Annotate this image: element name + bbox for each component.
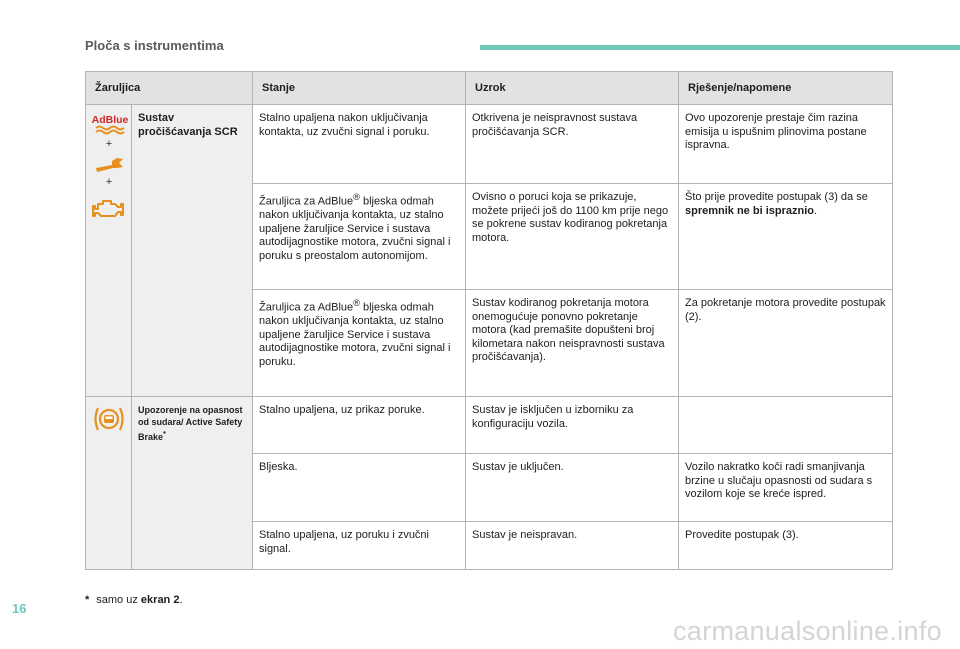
page-number: 16 bbox=[12, 601, 27, 616]
lamp-cell-scr bbox=[86, 105, 132, 397]
table-row bbox=[86, 105, 893, 184]
watermark: carmanualsonline.info bbox=[673, 616, 942, 646]
cause-cell: Sustav je isključen u izborniku za konfiguraciju vozila. bbox=[466, 397, 679, 454]
registered-mark: ® bbox=[353, 192, 360, 202]
wrench-icon bbox=[93, 156, 125, 174]
solution-cell: Vozilo nakratko koči radi smanjivanja brzine u slučaju opasnosti od sudara s vozilom koje se kreće ispred. bbox=[679, 454, 893, 522]
plus-sign: + bbox=[105, 138, 113, 150]
state-text: Žaruljica za AdBlue bbox=[259, 195, 354, 208]
solution-emphasis: spremnik ne bi ispraznio bbox=[685, 204, 814, 217]
state-cell: Bljeska. bbox=[253, 454, 466, 522]
system-name-text: Upozorenje na opasnost od sudara/ Active Safety Brake bbox=[138, 405, 243, 442]
solution-cell: Ovo upozorenje prestaje čim razina emisija u ispušnim plinovima postane ispravna. bbox=[679, 105, 893, 184]
state-text: bljeska odmah nakon uključivanja kontakta, uz stalno upaljene žaruljice Service i sustava autodijagnostike motora, zvučni signal i poruku s preostalom autonomijom. bbox=[259, 195, 451, 262]
footnote-text: samo uz bbox=[96, 594, 141, 606]
state-cell: Stalno upaljena nakon uključivanja kontakta, uz zvučni signal i poruku. bbox=[253, 105, 466, 184]
system-name-scr: Sustav pročišćavanja SCR bbox=[132, 105, 253, 397]
state-cell: Stalno upaljena, uz poruku i zvučni signal. bbox=[253, 522, 466, 570]
footnote-emphasis: ekran 2 bbox=[140, 594, 180, 606]
svg-text:AdBlue: AdBlue bbox=[92, 114, 128, 126]
registered-mark: ® bbox=[353, 298, 360, 308]
cause-cell: Sustav kodiranog pokretanja motora onemogućuje ponovno pokretanje motora (kad premašite dopušteni broj kilometara nakon neispravnosti sustava pročišćavanja). bbox=[466, 290, 679, 397]
state-text: Žaruljica za AdBlue bbox=[259, 301, 354, 314]
column-header-solution: Rješenje/napomene bbox=[679, 72, 893, 105]
state-cell: Stalno upaljena, uz prikaz poruke. bbox=[253, 397, 466, 454]
solution-text: . bbox=[813, 204, 818, 217]
state-text: bljeska odmah nakon uključivanja kontakta, uz stalno upaljene žaruljice Service i sustava autodijagnostike motora, zvučni signal i poruku. bbox=[259, 301, 451, 368]
footnote-mark: * bbox=[85, 594, 90, 606]
collision-warning-icon bbox=[92, 404, 126, 434]
solution-cell bbox=[679, 184, 893, 290]
warning-lamps-table bbox=[85, 71, 893, 570]
table-header-row bbox=[86, 72, 893, 105]
system-name-collision bbox=[132, 397, 253, 570]
engine-icon bbox=[92, 195, 126, 221]
footnote-mark: * bbox=[163, 429, 166, 438]
cause-cell: Sustav je uključen. bbox=[466, 454, 679, 522]
column-header-state: Stanje bbox=[253, 72, 466, 105]
solution-cell: Provedite postupak (3). bbox=[679, 522, 893, 570]
solution-text: Što prije provedite postupak (3) da se bbox=[685, 191, 868, 203]
footnote bbox=[85, 594, 183, 606]
cause-cell: Ovisno o poruci koja se prikazuje, možete prijeći još do 1100 km prije nego se pokrene sustav kodiranog pokretanja motora. bbox=[466, 184, 679, 290]
page-section-title: Ploča s instrumentima bbox=[85, 38, 224, 53]
state-cell bbox=[253, 184, 466, 290]
table-row bbox=[86, 397, 893, 454]
cause-cell: Sustav je neispravan. bbox=[466, 522, 679, 570]
cause-cell: Otkrivena je neispravnost sustava pročišćavanja SCR. bbox=[466, 105, 679, 184]
state-cell bbox=[253, 290, 466, 397]
footnote-end: . bbox=[179, 594, 183, 606]
adblue-icon bbox=[92, 112, 128, 136]
solution-cell: Za pokretanje motora provedite postupak (2). bbox=[679, 290, 893, 397]
solution-cell bbox=[679, 397, 893, 454]
lamp-cell-collision bbox=[86, 397, 132, 570]
column-header-cause: Uzrok bbox=[466, 72, 679, 105]
column-header-lamp: Žaruljica bbox=[86, 72, 253, 105]
header-accent-bar bbox=[480, 45, 960, 50]
plus-sign: + bbox=[105, 175, 113, 188]
